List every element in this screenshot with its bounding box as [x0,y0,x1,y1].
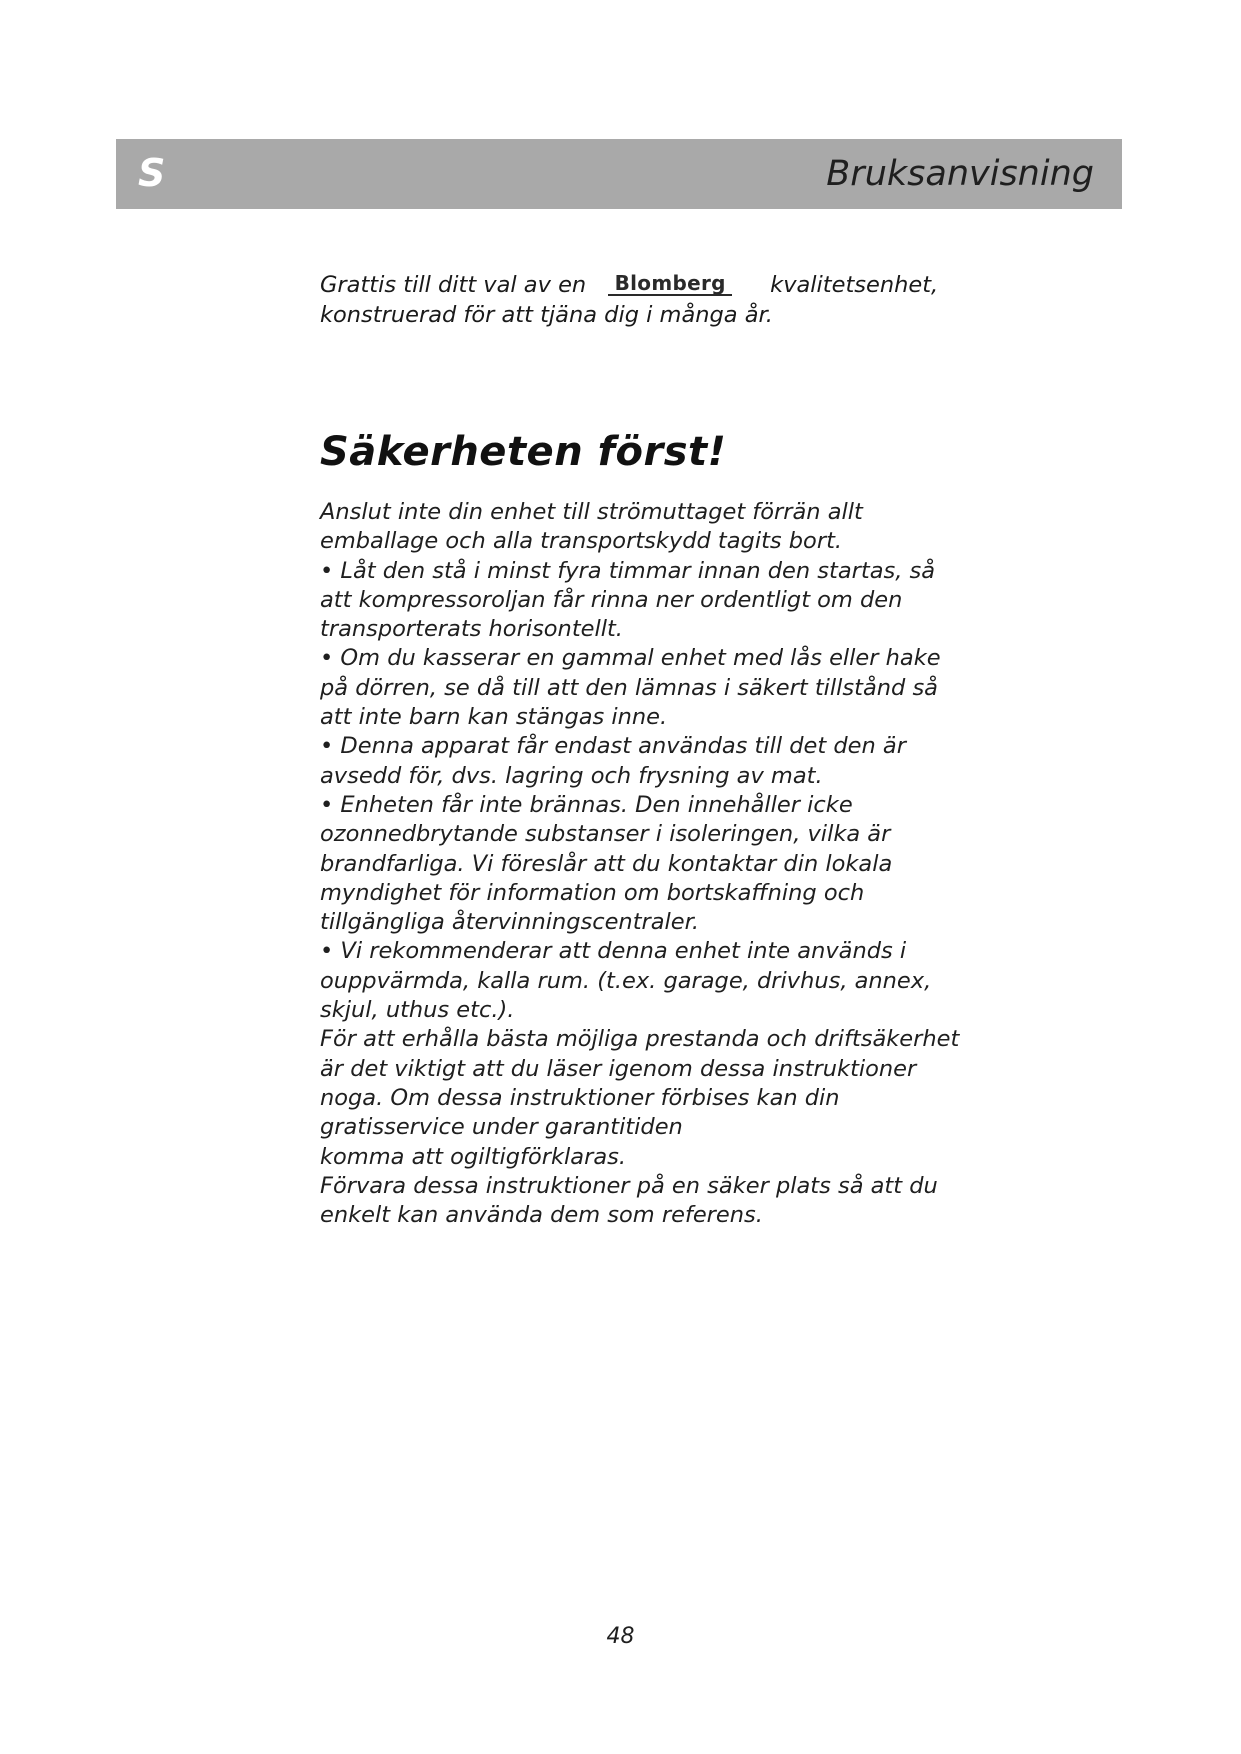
intro-text [320,270,940,330]
paragraph: Anslut inte din enhet till strömuttaget förrän allt emballage och alla transportskydd tagits bort. [320,499,863,555]
manual-title: Bruksanvisning [826,154,1094,194]
paragraph: komma att ogiltigförklaras. [320,1143,626,1170]
header-bar [116,139,1122,209]
bullet-paragraph: • Denna apparat får endast användas till det den är avsedd för, dvs. lagring och frysning av mat. [320,733,906,789]
intro-line-1-start: Grattis till ditt val av en [320,272,587,298]
safety-body [320,498,960,1230]
page-number: 48 [606,1624,635,1649]
section-heading: Säkerheten först! [320,429,727,475]
language-code: S [138,151,166,195]
intro-line-2: konstruerad för att tjäna dig i många år. [320,302,773,328]
intro-line-1-end: kvalitetsenhet, [770,272,939,298]
bullet-paragraph: • Vi rekommenderar att denna enhet inte används i ouppvärmda, kalla rum. (t.ex. garage, drivhus, annex, skjul, uthus etc.). [320,938,932,1024]
bullet-paragraph: • Om du kasserar en gammal enhet med lås eller hake på dörren, se då till att den lämnas i säkert tillstånd så att inte barn kan stängas inne. [320,645,941,731]
bullet-paragraph: • Låt den stå i minst fyra timmar innan den startas, så att kompressoroljan får rinna ner ordentligt om den transporterats horisontellt. [320,557,936,643]
paragraph: Förvara dessa instruktioner på en säker plats så att du enkelt kan använda dem som referens. [320,1172,938,1229]
blomberg-logo: Blomberg [608,272,732,296]
intro-line-1 [320,270,940,300]
bullet-paragraph: • Enheten får inte brännas. Den innehåller icke ozonnedbrytande substanser i isoleringen, vilka är brandfarliga. Vi föreslår att du kontaktar din lokala myndighet för information om bortskaffning och tillgängliga återvinningscentraler. [320,791,893,936]
main-content [320,270,960,1229]
paragraph: För att erhålla bästa möjliga prestanda och driftsäkerhet är det viktigt att du läser igenom dessa instruktioner noga. Om dessa instruktioner förbises kan din gratisservice under garantitiden [320,1026,960,1141]
